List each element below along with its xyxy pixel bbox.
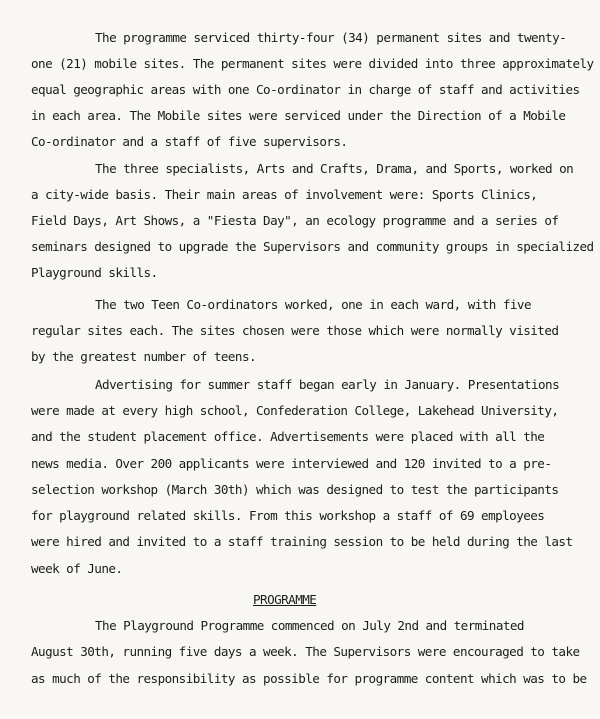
paragraph-3-line-1: The two Teen Co-ordinators worked, one in each ward, with five [95,297,531,312]
paragraph-4-line-3: and the student placement office. Advertisements were placed with all the [31,429,545,444]
final-paragraph-line-1: The Playground Programme commenced on July 2nd and terminated [95,618,524,633]
paragraph-2-line-1: The three specialists, Arts and Crafts, Drama, and Sports, worked on [95,161,574,176]
final-paragraph-line-3: as much of the responsibility as possible for programme content which was to be [31,671,587,686]
paragraph-3-line-3: by the greatest number of teens. [31,349,257,364]
paragraph-4-line-4: news media. Over 200 applicants were interviewed and 120 invited to a pre- [31,456,552,471]
paragraph-4-line-2: were made at every high school, Confederation College, Lakehead University, [31,403,559,418]
paragraph-4-line-7: were hired and invited to a staff training session to be held during the last [31,534,573,549]
paragraph-2-line-5: Playground skills. [31,265,158,280]
paragraph-4-line-5: selection workshop (March 30th) which was designed to test the participants [31,482,559,497]
paragraph-2-line-2: a city-wide basis. Their main areas of involvement were: Sports Clinics, [31,187,538,202]
paragraph-1-line-3: equal geographic areas with one Co-ordinator in charge of staff and activities [31,82,580,97]
paragraph-3-line-2: regular sites each. The sites chosen were those which were normally visited [31,323,559,338]
paragraph-1-line-5: Co-ordinator and a staff of five supervisors. [31,134,348,149]
paragraph-1-line-2: one (21) mobile sites. The permanent sites were divided into three approximately [31,56,594,71]
paragraph-4-line-6: for playground related skills. From this workshop a staff of 69 employees [31,508,545,523]
paragraph-2-line-4: seminars designed to upgrade the Supervisors and community groups in specialized [31,239,594,254]
section-heading: PROGRAMME [253,592,317,607]
paragraph-1-line-1: The programme serviced thirty-four (34) permanent sites and twenty- [95,30,567,45]
paragraph-1-line-4: in each area. The Mobile sites were serviced under the Direction of a Mobile [31,108,566,123]
final-paragraph-line-2: August 30th, running five days a week. The Supervisors were encouraged to take [31,644,580,659]
paragraph-4-line-8: week of June. [31,561,123,576]
paragraph-4-line-1: Advertising for summer staff began early in January. Presentations [95,377,560,392]
paragraph-2-line-3: Field Days, Art Shows, a "Fiesta Day", an ecology programme and a series of [31,213,559,228]
